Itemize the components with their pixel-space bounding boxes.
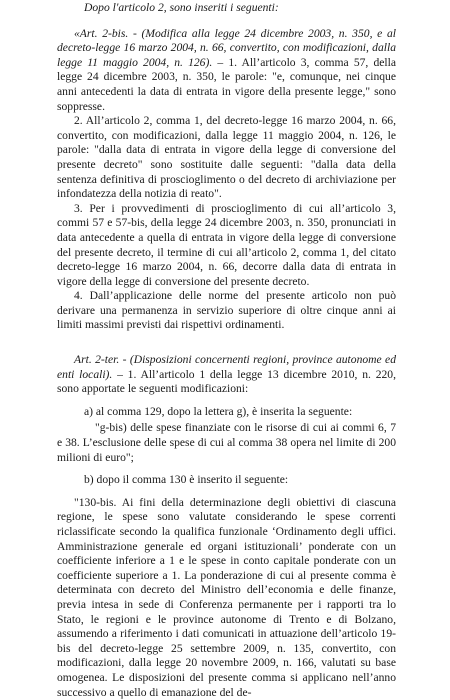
art-2ter-quote-130-bis: "130-bis. Ai fini della determinazione degli obiettivi di ciascuna regione, le spese sono valutate considerando le spese correnti riclassificate secondo la qualifica funzionale ‘Ordinamento degli uffici. Amministrazione generale ed organi istituzionali’ ponderate con un coefficiente inferiore a 1 e le spese in conto capitale ponderate con un coefficiente superiore a 1. La ponderazione di cui al presente comma è determinata con decreto del Ministro dell’economia e delle finanze, previa intesa in sede di Conferenza permanente per i rapporti tra lo Stato, le regioni e le province autonome di Trento e di Bolzano, assumendo a riferimento i dati comunicati in attuazione dell’articolo 19-bis del decreto-legge 25 settembre 2009, n. 135, convertito, con modificazioni, dalla legge 20 novembre 2009, n. 166, valutati su base omogenea. Le disposizioni del presente comma si applicano nell’anno successivo a quello di emanazione del de- [57, 495, 396, 699]
art-2bis-paragraph-3: 3. Per i provvedimenti di proscioglimento di cui all’articolo 3, commi 57 e 57-bis, della legge 24 dicembre 2003, n. 350, pronunciati in data antecedente a quella di entrata in vigore della legge di conversione del presente decreto, il termine di cui all’articolo 2, comma 1, del citato decreto-legge 16 marzo 2004, n. 66, decorre dalla data di entrata in vigore della legge di conversione del presente decreto. [57, 201, 396, 288]
art-2ter-item-b: b) dopo il comma 130 è inserito il seguente: [84, 473, 289, 487]
art-2ter-par1-text: – 1. All’articolo 1 della legge 13 dicembre 2010, n. 220, sono apportate le seguenti modificazioni: [57, 367, 396, 396]
art-2bis-paragraph-4: 4. Dall’applicazione delle norme del presente articolo non può derivare una permanenza in servizio superiore di oltre cinque anni ai limiti massimi previsti dai rispettivi ordinamenti. [57, 289, 396, 332]
art-2bis-paragraph-2: 2. All’articolo 2, comma 1, del decreto-legge 16 marzo 2004, n. 66, convertito, con modificazioni, dalla legge 11 maggio 2004, n. 126, le parole: "dalla data di entrata in vigore della legge di conversione del presente decreto" sono sostituite dalle seguenti: "dalla data della sentenza definitiva di proscioglimento o del decreto di archiviazione per infondatezza della notizia di reato". [57, 114, 396, 201]
art-2bis-heading: «Art. 2-bis. - (Modifica alla legge 24 dicembre 2003, n. 350, e al decreto-legge 16 marzo 2004, n. 66, convertito, con modificazioni, dalla legge 11 maggio 2004, n. 126). [57, 26, 396, 69]
art-2bis-paragraph-1 [57, 27, 396, 115]
intro-line: Dopo l'articolo 2, sono inseriti i seguenti: [84, 1, 279, 14]
art-2ter-quote-g-bis: "g-bis) delle spese finanziate con le risorse di cui ai commi 6, 7 e 38. L’esclusione delle spese di cui al comma 38 opera nel limite di 200 milioni di euro"; [57, 421, 396, 464]
art-2ter-paragraph-1 [57, 353, 396, 397]
art-2bis-par1-text: – 1. All’articolo 3, comma 57, della legge 24 dicembre 2003, n. 350, le parole: "e, comunque, nei cinque anni antecedenti la data di entrata in vigore della presente legge," sono soppresse. [57, 55, 396, 113]
art-2ter-item-a: a) al comma 129, dopo la lettera g), è inserita la seguente: [84, 404, 353, 418]
art-2ter-heading: Art. 2-ter. - (Disposizioni concernenti regioni, province autonome ed enti locali). [57, 353, 396, 381]
